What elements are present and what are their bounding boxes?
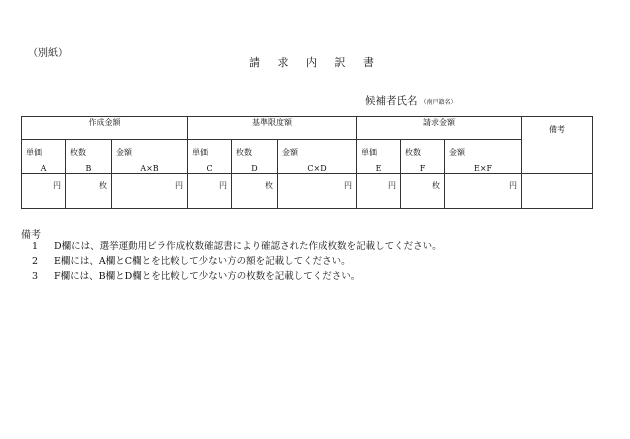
sub-header-label: 金額 bbox=[282, 148, 298, 157]
note-number: 2 bbox=[32, 256, 39, 267]
note-text: D欄には、選挙運動用ビラ作成枚数確認書により確認された作成枚数を記載してください。 bbox=[54, 241, 442, 252]
sub-header-cell bbox=[232, 140, 278, 174]
value-row bbox=[22, 174, 593, 209]
unit-label: 枚 bbox=[265, 181, 273, 190]
sub-header-code: A bbox=[40, 164, 47, 173]
sub-header-cell bbox=[66, 140, 112, 174]
sub-header-cell bbox=[401, 140, 445, 174]
group-header-row bbox=[22, 117, 593, 140]
sub-header-label: 単価 bbox=[26, 148, 42, 157]
group-header-standard-limit: 基準限度額 bbox=[188, 117, 357, 140]
sub-header-code: D bbox=[251, 164, 258, 173]
sub-header-cell bbox=[445, 140, 522, 174]
value-cell bbox=[112, 174, 188, 209]
remarks-value-cell bbox=[522, 174, 593, 209]
candidate-name-label: 候補者氏名 bbox=[365, 95, 418, 107]
sub-header-cell bbox=[188, 140, 232, 174]
group-header-claim-amount: 請求金額 bbox=[357, 117, 522, 140]
unit-label: 円 bbox=[509, 181, 518, 190]
value-cell bbox=[278, 174, 357, 209]
sub-header-cell bbox=[112, 140, 188, 174]
breakdown-table bbox=[21, 116, 593, 209]
sub-header-cell bbox=[22, 140, 66, 174]
sub-header-code: F bbox=[419, 164, 426, 173]
sub-header-cell bbox=[357, 140, 401, 174]
group-header-remarks bbox=[522, 117, 593, 174]
value-cell bbox=[188, 174, 232, 209]
value-cell bbox=[401, 174, 445, 209]
value-cell bbox=[66, 174, 112, 209]
sub-header-label: 単価 bbox=[361, 148, 378, 157]
note-number: 1 bbox=[32, 241, 39, 252]
value-cell bbox=[232, 174, 278, 209]
unit-label: 円 bbox=[344, 181, 353, 190]
note-item bbox=[32, 268, 360, 282]
note-number: 3 bbox=[32, 271, 39, 282]
unit-label: 枚 bbox=[99, 181, 107, 190]
sub-header-row bbox=[22, 140, 593, 174]
notes-title: 備考 bbox=[21, 230, 41, 241]
sub-header-code: E×F bbox=[473, 164, 493, 173]
sub-header-label: 金額 bbox=[449, 148, 466, 157]
sub-header-cell bbox=[278, 140, 357, 174]
sub-header-label: 枚数 bbox=[405, 148, 422, 157]
annex-label: （別紙） bbox=[28, 48, 68, 59]
sub-header-label: 枚数 bbox=[236, 148, 252, 157]
sub-header-code: C×D bbox=[307, 164, 327, 173]
sub-header-code: E bbox=[375, 164, 382, 173]
sub-header-label: 金額 bbox=[116, 148, 132, 157]
candidate-name-note: （南戸籍名） bbox=[420, 99, 457, 106]
unit-label: 円 bbox=[175, 181, 183, 190]
unit-label: 円 bbox=[219, 181, 227, 190]
document-title: 請 求 内 訳 書 bbox=[249, 56, 381, 69]
note-text: F欄には、B欄とD欄とを比較して少ない方の枚数を記載してください。 bbox=[54, 271, 361, 282]
note-item bbox=[32, 253, 351, 267]
sub-header-code: A×B bbox=[140, 164, 159, 173]
unit-label: 円 bbox=[53, 181, 61, 190]
candidate-name-field bbox=[365, 93, 457, 108]
remarks-header-text: 備考 bbox=[549, 124, 566, 134]
sub-header-label: 枚数 bbox=[70, 148, 86, 157]
sub-header-code: C bbox=[206, 164, 213, 173]
group-header-production-amount: 作成金額 bbox=[22, 117, 188, 140]
unit-label: 円 bbox=[388, 181, 397, 190]
sub-header-code: B bbox=[85, 164, 92, 173]
value-cell bbox=[22, 174, 66, 209]
note-text: E欄には、A欄とC欄とを比較して少ない方の額を記載してください。 bbox=[54, 256, 351, 267]
unit-label: 枚 bbox=[432, 181, 441, 190]
note-item bbox=[32, 238, 442, 252]
value-cell bbox=[357, 174, 401, 209]
value-cell bbox=[445, 174, 522, 209]
sub-header-label: 単価 bbox=[192, 148, 208, 157]
